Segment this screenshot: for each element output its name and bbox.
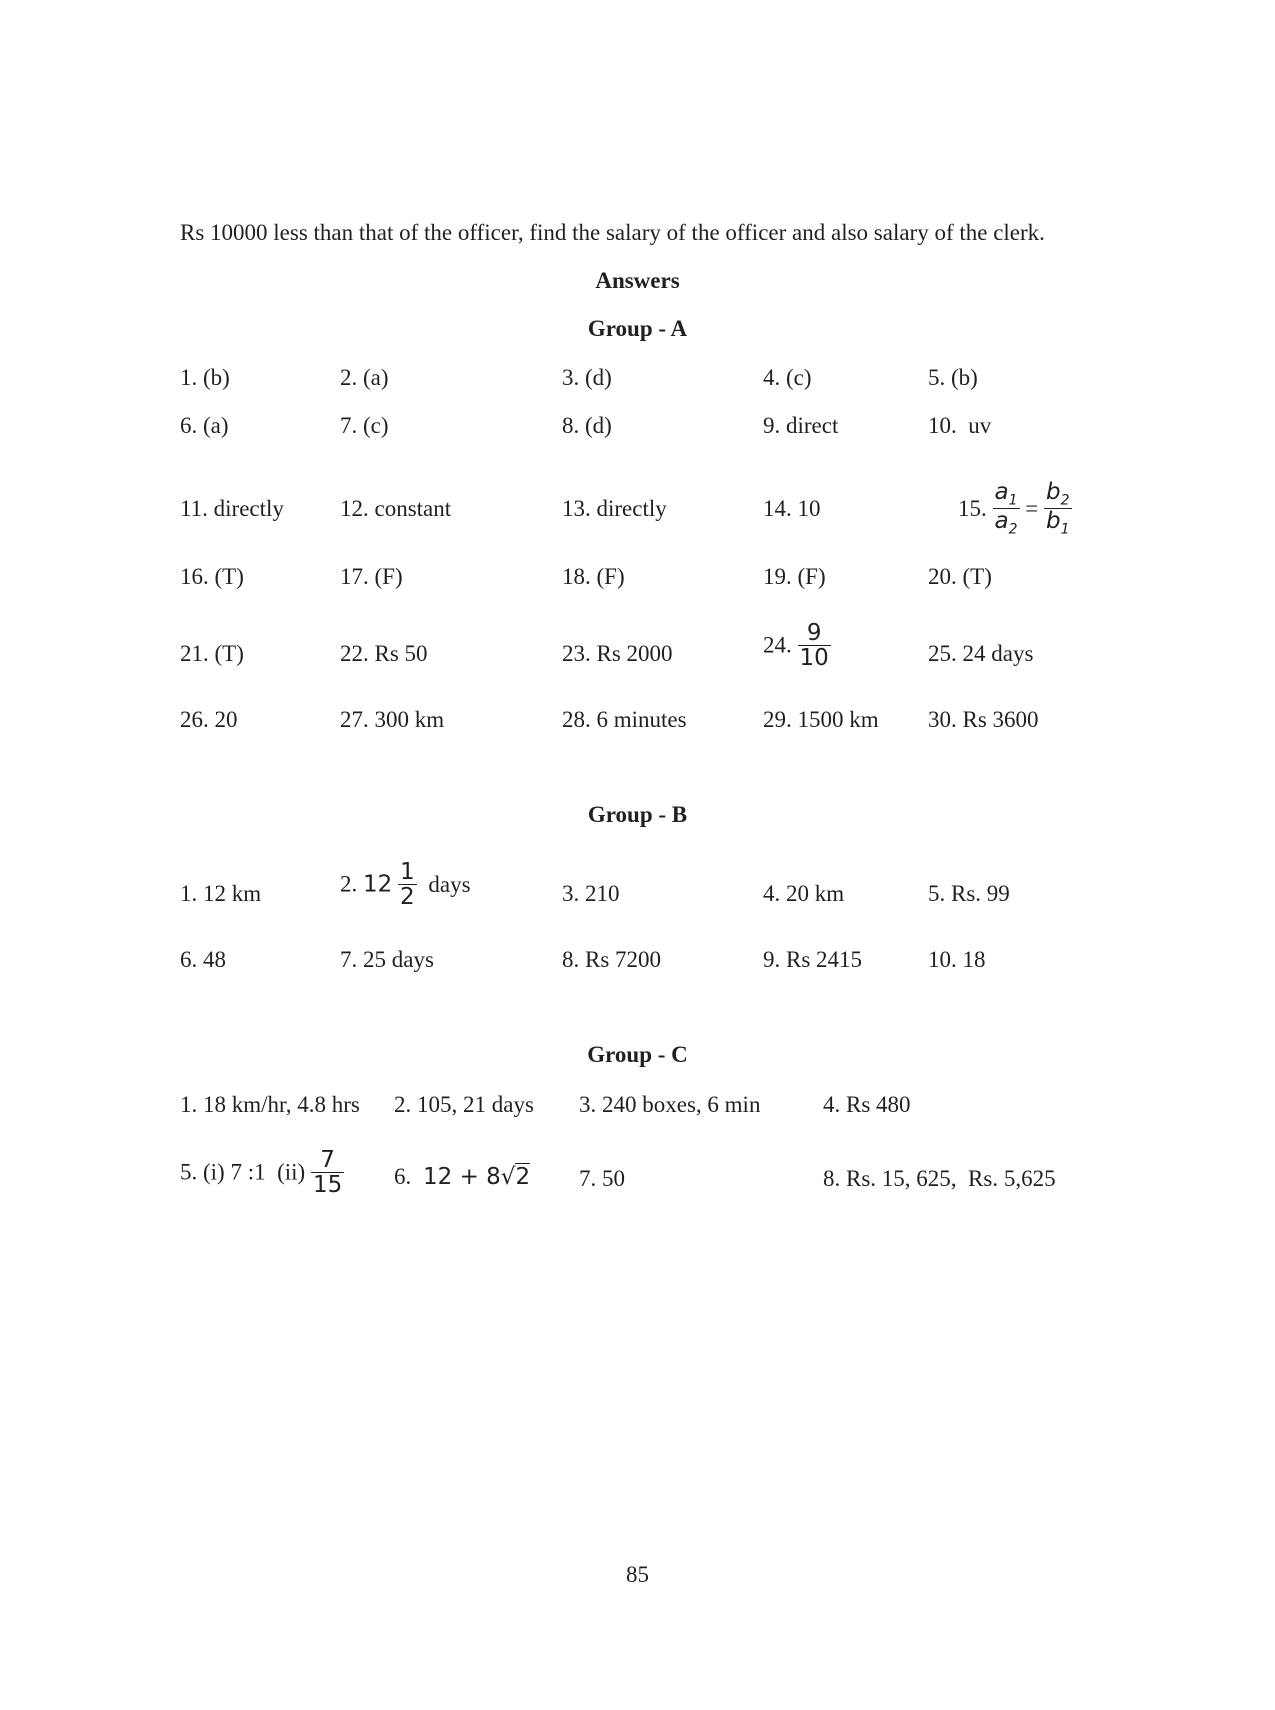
answer-a-7: 7. (c) bbox=[340, 413, 389, 438]
answer-c-5 bbox=[180, 1148, 344, 1197]
denominator: 15 bbox=[312, 1172, 343, 1199]
answer-b-8: 8. Rs 7200 bbox=[562, 947, 662, 972]
answer-a-24-label: 24. bbox=[763, 632, 792, 658]
answer-a-15-right-fraction bbox=[1044, 480, 1072, 538]
answer-a-17: 17. (F) bbox=[340, 564, 403, 589]
answer-a-8: 8. (d) bbox=[562, 413, 612, 438]
group-b-heading: Group - B bbox=[587, 802, 688, 827]
answer-a-2: 2. (a) bbox=[340, 365, 389, 390]
answer-b-4: 4. 20 km bbox=[763, 881, 845, 906]
answer-a-24-fraction bbox=[798, 621, 831, 670]
unit-days: days bbox=[428, 871, 471, 897]
answer-a-10: 10. uv bbox=[928, 413, 992, 438]
answer-c-6-label: 6. bbox=[394, 1164, 412, 1189]
whole-number: 12 bbox=[363, 871, 393, 898]
answer-b-2-label: 2. bbox=[340, 871, 358, 897]
answer-a-26: 26. 20 bbox=[180, 707, 238, 732]
group-a-heading: Group - A bbox=[587, 316, 688, 341]
answer-b-1: 1. 12 km bbox=[180, 881, 262, 906]
answer-c-5-label: 5. (i) 7 :1 (ii) bbox=[180, 1159, 306, 1185]
answer-a-22: 22. Rs 50 bbox=[340, 641, 428, 666]
answer-a-1: 1. (b) bbox=[180, 365, 230, 390]
answer-a-5: 5. (b) bbox=[928, 365, 978, 390]
subscript-2: 2 bbox=[1008, 521, 1018, 538]
answer-b-9: 9. Rs 2415 bbox=[763, 947, 863, 972]
answer-a-20: 20. (T) bbox=[928, 564, 992, 589]
a-symbol: a bbox=[994, 479, 1009, 505]
answer-c-7: 7. 50 bbox=[579, 1166, 625, 1191]
answer-a-15 bbox=[958, 480, 1072, 538]
answer-a-12: 12. constant bbox=[340, 496, 452, 521]
answer-c-4: 4. Rs 480 bbox=[823, 1092, 911, 1117]
answer-b-3: 3. 210 bbox=[562, 881, 620, 906]
answer-b-6: 6. 48 bbox=[180, 947, 226, 972]
expression: 12 + 8 bbox=[423, 1164, 501, 1190]
group-c-heading: Group - C bbox=[587, 1042, 688, 1067]
numerator: 1 bbox=[400, 859, 415, 885]
numerator: 7 bbox=[311, 1148, 344, 1173]
answer-b-2-fraction bbox=[398, 860, 417, 909]
subscript-1: 1 bbox=[1008, 492, 1018, 509]
answer-a-13: 13. directly bbox=[562, 496, 667, 521]
answer-a-25: 25. 24 days bbox=[928, 641, 1034, 666]
answer-a-18: 18. (F) bbox=[562, 564, 625, 589]
intro-line: Rs 10000 less than that of the officer, find the salary of the officer and also salary of the clerk. bbox=[180, 220, 1045, 245]
answer-b-5: 5. Rs. 99 bbox=[928, 881, 1010, 906]
answer-a-30: 30. Rs 3600 bbox=[928, 707, 1039, 732]
answer-a-24 bbox=[763, 621, 831, 670]
subscript-1: 1 bbox=[1060, 521, 1070, 538]
numerator: 9 bbox=[798, 621, 831, 646]
answer-a-27: 27. 300 km bbox=[340, 707, 445, 732]
answer-a-14: 14. 10 bbox=[763, 496, 821, 521]
a-symbol: a bbox=[994, 508, 1009, 535]
answer-a-21: 21. (T) bbox=[180, 641, 244, 666]
answers-heading: Answers bbox=[595, 268, 680, 293]
answer-a-29: 29. 1500 km bbox=[763, 707, 879, 732]
answer-a-11: 11. directly bbox=[180, 496, 284, 521]
answer-a-9: 9. direct bbox=[763, 413, 839, 438]
answer-c-2: 2. 105, 21 days bbox=[394, 1092, 534, 1117]
page-number: 85 bbox=[626, 1562, 649, 1587]
answer-a-15-label: 15. bbox=[958, 495, 987, 521]
answer-c-1: 1. 18 km/hr, 4.8 hrs bbox=[180, 1092, 360, 1117]
answer-c-8: 8. Rs. 15, 625, Rs. 5,625 bbox=[823, 1166, 1056, 1191]
denominator: 2 bbox=[400, 884, 415, 911]
equals-sign: = bbox=[1025, 495, 1039, 521]
answer-a-3: 3. (d) bbox=[562, 365, 612, 390]
square-root-icon: √ bbox=[500, 1164, 516, 1190]
denominator: 10 bbox=[799, 645, 829, 672]
answer-b-2 bbox=[340, 860, 471, 909]
answer-a-19: 19. (F) bbox=[763, 564, 826, 589]
answer-a-15-left-fraction bbox=[993, 480, 1020, 538]
b-symbol: b bbox=[1046, 479, 1061, 505]
answer-a-16: 16. (T) bbox=[180, 564, 244, 589]
answer-a-4: 4. (c) bbox=[763, 365, 812, 390]
answer-b-10: 10. 18 bbox=[928, 947, 986, 972]
b-symbol: b bbox=[1046, 508, 1061, 535]
answer-a-6: 6. (a) bbox=[180, 413, 229, 438]
answer-c-3: 3. 240 boxes, 6 min bbox=[579, 1092, 761, 1117]
answer-c-6 bbox=[394, 1164, 530, 1190]
radicand: 2 bbox=[515, 1164, 531, 1190]
answer-a-23: 23. Rs 2000 bbox=[562, 641, 673, 666]
subscript-2: 2 bbox=[1060, 492, 1070, 509]
answer-b-7: 7. 25 days bbox=[340, 947, 434, 972]
answer-c-5-fraction bbox=[311, 1148, 344, 1197]
answer-a-28: 28. 6 minutes bbox=[562, 707, 687, 732]
